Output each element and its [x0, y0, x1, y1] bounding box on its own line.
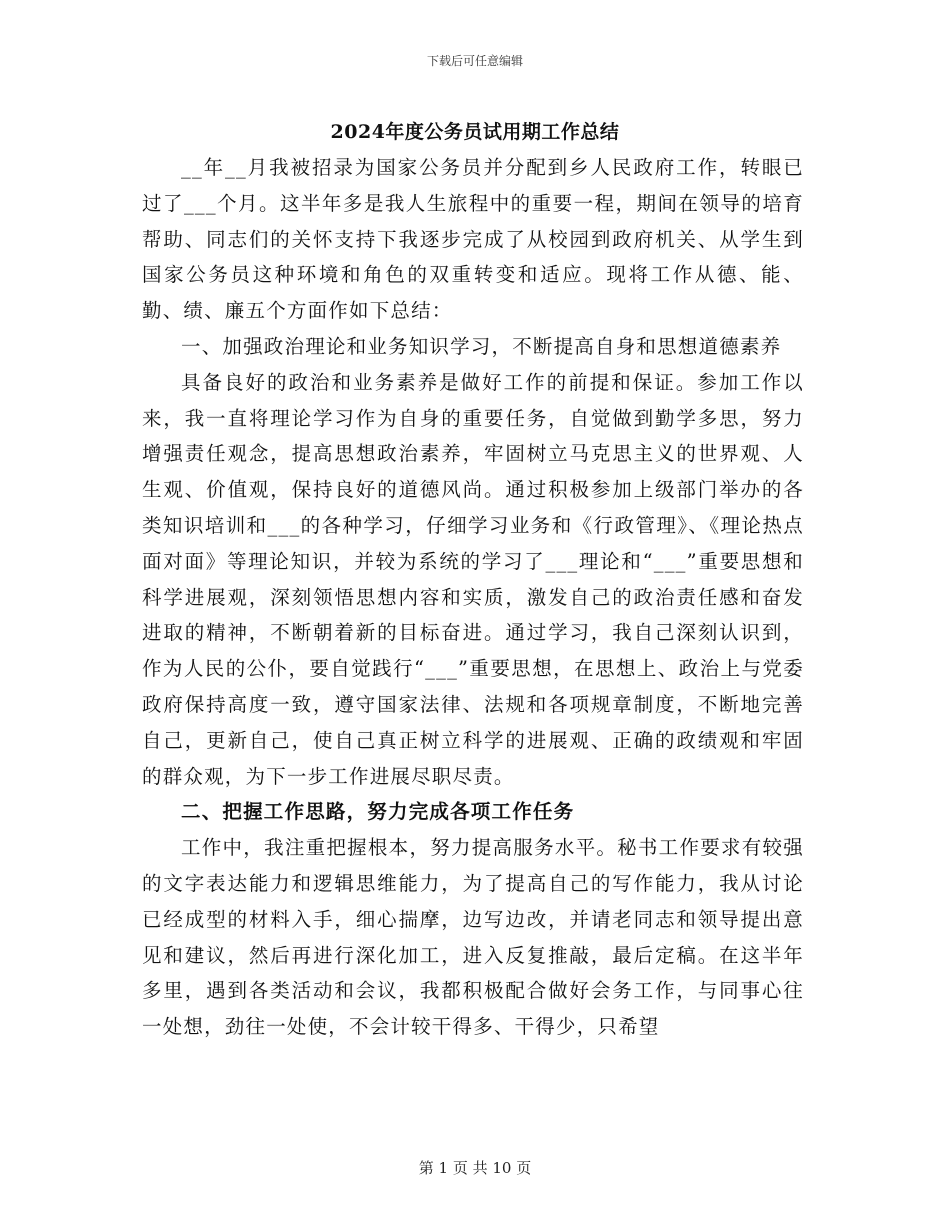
section-one-paragraph: 具备良好的政治和业务素养是做好工作的前提和保证。参加工作以来，我一直将理论学习作为自身的重要任务，自觉做到勤学多思，努力增强责任观念，提高思想政治素养，牢固树立马克思主义的世界观、人生观、价值观，保持良好的道德风尚。通过积极参加上级部门举办的各类知识培训和___的各种学习，仔细学习业务和《行政管理》、《理论热点面对面》等理论知识，并较为系统的学习了___理论和“___”重要思想和科学进展观，深刻领悟思想内容和实质，激发自己的政治责任感和奋发进取的精神，不断朝着新的目标奋进。通过学习，我自己深刻认识到，作为人民的公仆，要自觉践行“___”重要思想，在思想上、政治上与党委政府保持高度一致，遵守国家法律、法规和各项规章制度，不断地完善自己，更新自己，使自己真正树立科学的进展观、正确的政绩观和牢固的群众观，为下一步工作进展尽职尽责。 [142, 370, 804, 788]
section-one-heading: 一、加强政治理论和业务知识学习，不断提高自身和思想道德素养 [181, 334, 782, 358]
intro-paragraph: __年__月我被招录为国家公务员并分配到乡人民政府工作，转眼已过了___个月。这半年多是我人生旅程中的重要一程，期间在领导的培育帮助、同志们的关怀支持下我逐步完成了从校园到政府机关、从学生到国家公务员这种环境和角色的双重转变和适应。现将工作从德、能、勤、绩、廉五个方面作如下总结： [142, 156, 804, 323]
document-body [142, 150, 804, 1045]
section-two-paragraph: 工作中，我注重把握根本，努力提高服务水平。秘书工作要求有较强的文字表达能力和逻辑思维能力，为了提高自己的写作能力，我从讨论已经成型的材料入手，细心揣摩，边写边改，并请老同志和领导提出意见和建议，然后再进行深化加工，进入反复推敲，最后定稿。在这半年多里，遇到各类活动和会议，我都积极配合做好会务工作，与同事心往一处想，劲往一处使，不会计较干得多、干得少，只希望 [142, 836, 804, 1039]
document-title: 2024年度公务员试用期工作总结 [330, 121, 620, 143]
page-number: 第 1 页 共 10 页 [418, 1159, 532, 1177]
page-header: 下载后可任意编辑 [426, 54, 523, 68]
section-two-heading: 二、把握工作思路，努力完成各项工作任务 [181, 800, 575, 824]
